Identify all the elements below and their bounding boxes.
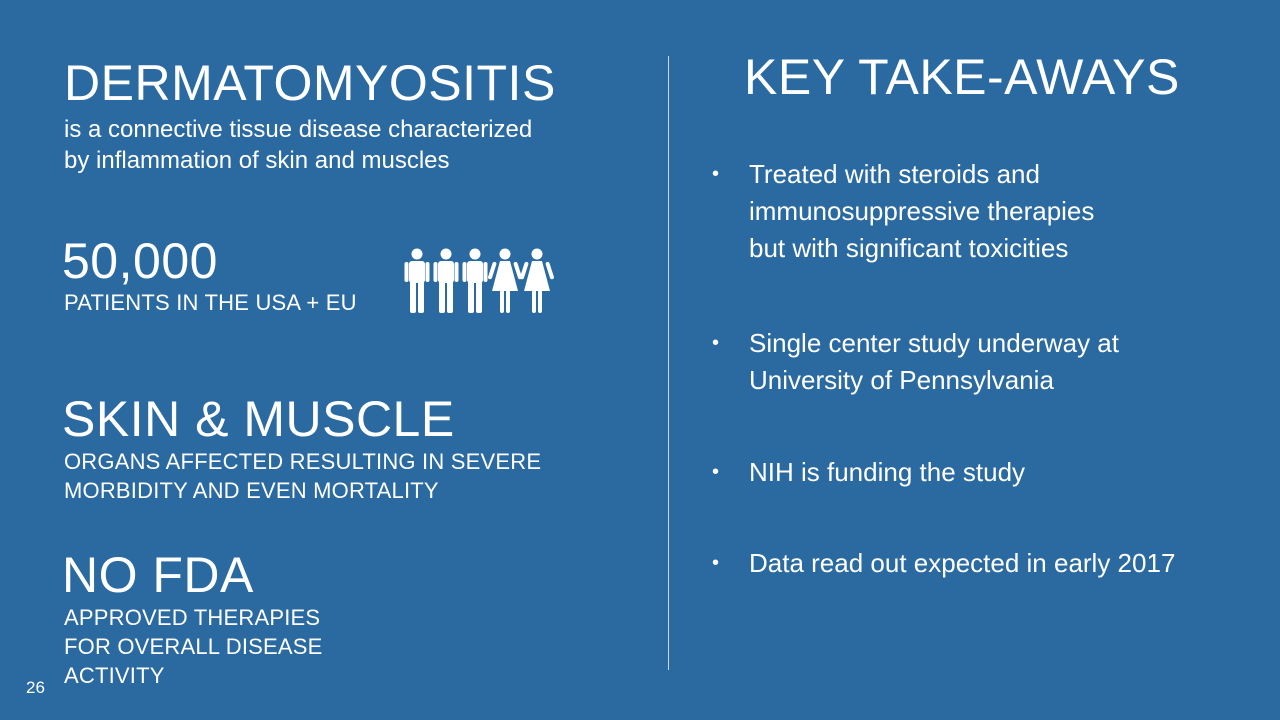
list-item-line: but with significant toxicities — [749, 233, 1069, 263]
no-fda-heading: NO FDA — [62, 547, 254, 603]
organs-label-line-2: MORBIDITY AND EVEN MORTALITY — [64, 478, 439, 503]
man-figure-icon — [434, 249, 459, 314]
bullet-icon: • — [712, 332, 720, 354]
page-number: 26 — [26, 678, 45, 697]
list-item-line: NIH is funding the study — [749, 457, 1026, 487]
disease-title: DERMATOMYOSITIS — [64, 55, 556, 111]
patients-count: 50,000 — [62, 233, 218, 289]
list-item — [712, 156, 1094, 267]
disease-description-line-2: by inflammation of skin and muscles — [64, 147, 450, 174]
bullet-icon: • — [712, 461, 720, 483]
list-item-line: Treated with steroids and — [749, 159, 1040, 189]
list-item-line: immunosuppressive therapies — [749, 196, 1095, 226]
list-item-line: University of Pennsylvania — [749, 365, 1054, 395]
woman-figure-icon — [488, 249, 523, 314]
no-fda-label-line-2: FOR OVERALL DISEASE — [64, 634, 323, 659]
list-item — [712, 545, 1175, 582]
list-item — [712, 454, 1025, 491]
list-item — [712, 325, 1119, 399]
bullet-icon: • — [712, 552, 720, 574]
organs-label-line-1: ORGANS AFFECTED RESULTING IN SEVERE — [64, 449, 542, 474]
no-fda-label-line-1: APPROVED THERAPIES — [64, 605, 321, 630]
column-divider — [668, 56, 669, 670]
list-item-line: Single center study underway at — [749, 328, 1119, 358]
man-figure-icon — [405, 249, 430, 314]
list-item-line: Data read out expected in early 2017 — [749, 548, 1176, 578]
patients-label: PATIENTS IN THE USA + EU — [64, 290, 357, 315]
man-figure-icon — [463, 249, 488, 314]
people-group-icon — [404, 248, 556, 319]
disease-description-line-1: is a connective tissue disease characterized — [64, 116, 533, 143]
woman-figure-icon — [520, 249, 555, 314]
no-fda-label-line-3: ACTIVITY — [64, 663, 165, 688]
takeaways-title: KEY TAKE-AWAYS — [744, 49, 1180, 105]
organs-heading: SKIN & MUSCLE — [62, 391, 455, 447]
bullet-icon: • — [712, 163, 720, 185]
